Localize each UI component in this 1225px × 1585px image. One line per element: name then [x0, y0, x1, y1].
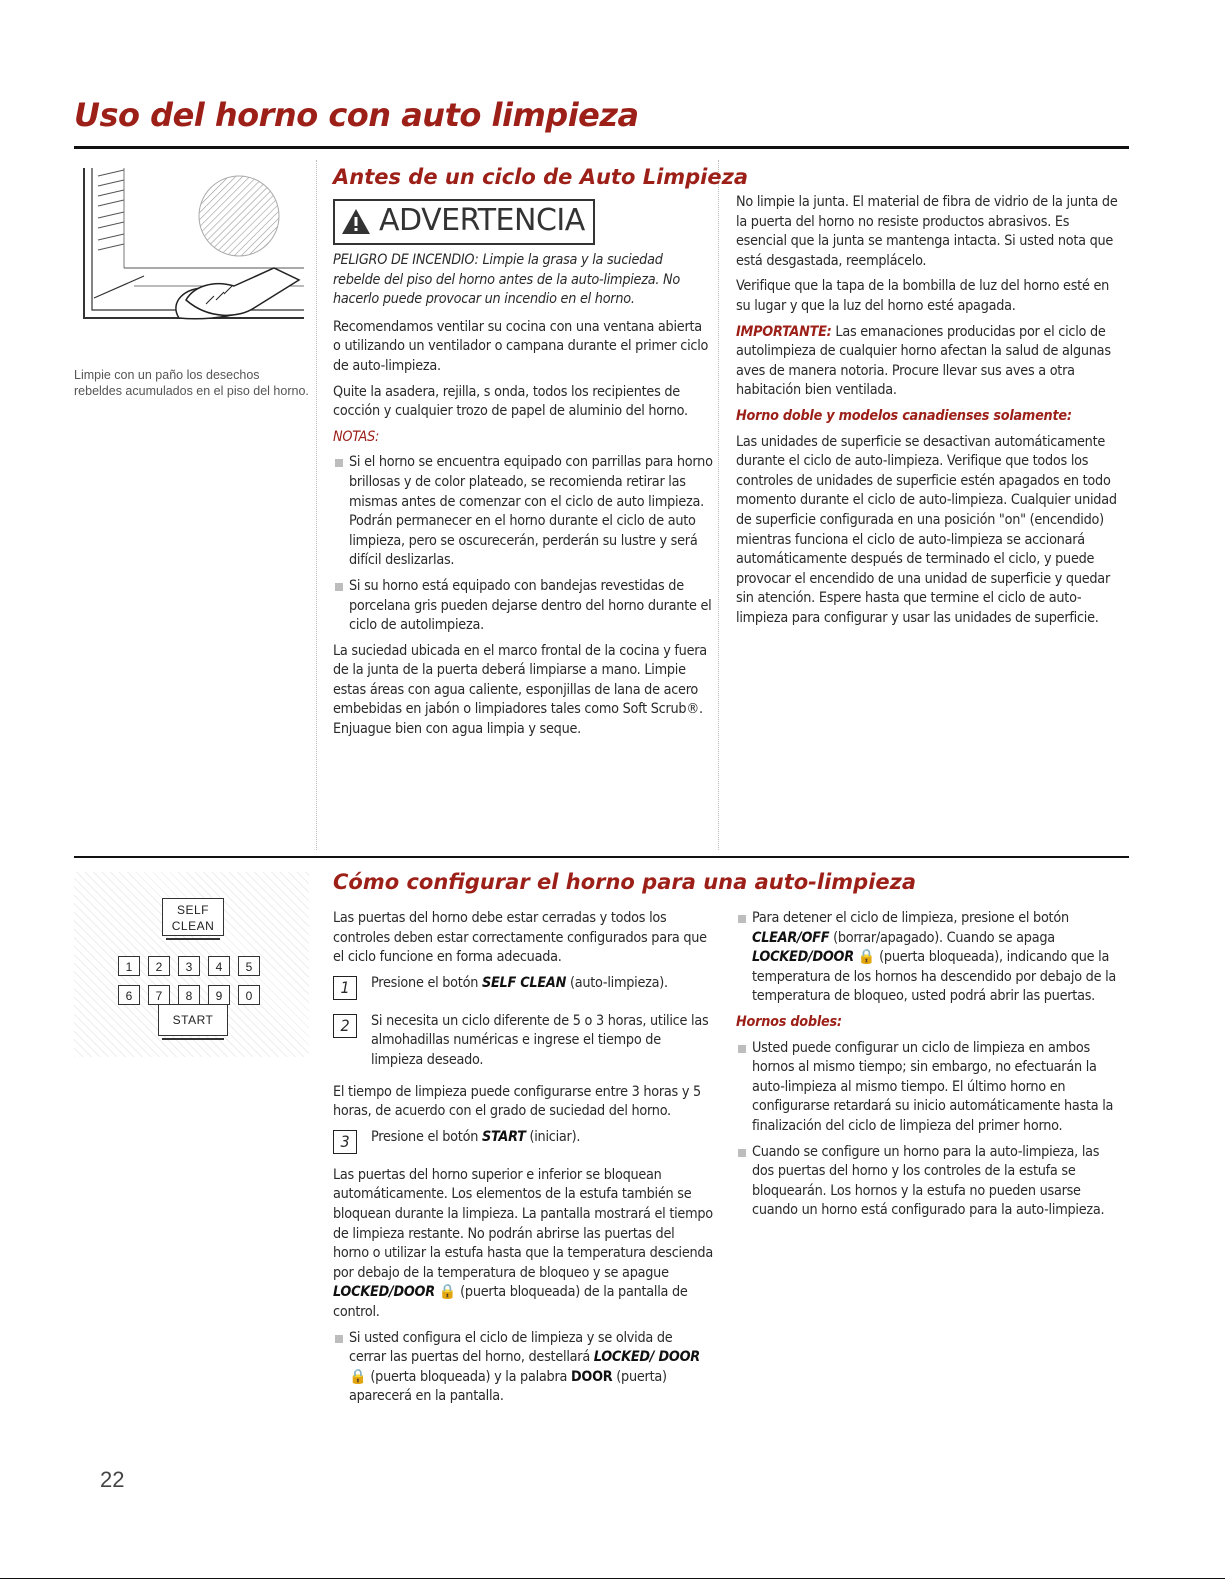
paragraph: La suciedad ubicada en el marco frontal de la cocina y fuera de la junta de la puerta deberá limpiarse a mano. Limpie estas áreas con agua caliente, esponjillas de lana de acero embebidas en jabón o limpiadores tales como Soft Scrub®. Enjuague bien con agua limpia y seque.: [333, 642, 707, 738]
section-heading-before-cycle: Antes de un ciclo de Auto Limpieza: [333, 165, 749, 189]
control-panel-illustration: [74, 872, 309, 1057]
digit-key-2: 2: [148, 956, 170, 976]
section-rule: [74, 856, 1129, 858]
digit-key-1: 1: [118, 956, 140, 976]
digit-key-4: 4: [208, 956, 230, 976]
bottom-rule: [0, 1578, 1225, 1579]
paragraph: Las puertas del horno debe estar cerradas y todos los controles deben estar correctamente configurados para que el ciclo funcione en forma adecuada.: [333, 910, 707, 966]
digit-key-6: 6: [118, 985, 140, 1005]
digit-key-0: 0: [238, 985, 260, 1005]
page-number: 22: [100, 1467, 125, 1492]
column-right-text: [736, 193, 1118, 634]
column-left-text: [333, 251, 713, 746]
column-right-text-2: [736, 909, 1118, 1227]
title-rule: [74, 146, 1129, 149]
step-2: [333, 1012, 713, 1071]
self-clean-key-label: CLEAN: [171, 919, 215, 933]
door-ref: DOOR: [570, 1368, 613, 1385]
lock-icon: 🔒: [438, 1284, 457, 1301]
step-text: (auto-limpieza).: [566, 974, 668, 991]
lock-icon: 🔒: [349, 1368, 367, 1385]
illustration-caption: Limpie con un paño los desechos rebeldes acumulados en el piso del horno.: [74, 368, 309, 398]
bullet-text: (puerta) aparecerá en la pantalla.: [349, 1368, 667, 1405]
lock-text: Las puertas del horno superior e inferior se bloquean automáticamente. Los elementos de la estufa también se bloquean durante la limpieza. La pantalla mostrará el tiempo de limpieza restante. No podrán abrirse las puertas del horno o utilizar la estufa hasta que la temperatura descienda por debajo de la temperatura de bloqueo y se apague: [333, 1166, 713, 1281]
lock-icon: 🔒: [857, 949, 876, 966]
locked-door-ref: LOCKED/DOOR: [752, 949, 854, 966]
bullet-text: Para detener el ciclo de limpieza, presione el botón: [752, 910, 1069, 926]
column-separator: [718, 160, 719, 850]
bullet-text: (puerta bloqueada) y la palabra: [366, 1368, 571, 1385]
page-title: Uso del horno con auto limpieza: [74, 96, 639, 134]
start-key-ref: START: [481, 1128, 526, 1145]
important-paragraph: [736, 323, 1118, 401]
digit-key-7: 7: [148, 985, 170, 1005]
bullet-item: [736, 909, 1118, 1007]
important-text: Las emanaciones producidas por el ciclo de autolimpieza de cualquier horno afectan la salud de algunas aves de manera notoria. Procure llevar sus aves a otra habitación bien ventilada.: [736, 323, 1111, 399]
section-heading-set-self-clean: Cómo configurar el horno para una auto-limpieza: [333, 870, 917, 894]
self-clean-key-label: SELF: [176, 903, 209, 917]
note-item: Si el horno se encuentra equipado con parrillas para horno brillosas y de color plateado, se recomienda retirar las mismas antes de comenzar con el ciclo de auto limpieza. Podrán permanecer en el horno durante el ciclo de auto limpieza, pero se oscurecerán, perderán su lustre y será difícil deslizarlas.: [333, 453, 713, 571]
bullet-text: (borrar/apagado). Cuando se apaga: [829, 929, 1055, 946]
digit-key-5: 5: [238, 956, 260, 976]
lock-text: (puerta bloqueada) de la pantalla de control.: [333, 1284, 688, 1320]
locked-door-ref: LOCKED/DOOR: [333, 1284, 435, 1301]
digit-key-9: 9: [208, 985, 230, 1005]
paragraph: No limpie la junta. El material de fibra de vidrio de la junta de la puerta del horno no resiste productos abrasivos. Es esencial que la junta se mantenga intacta. Si usted nota que está desgastada, reemplácelo.: [736, 194, 1118, 269]
bullet-item: Cuando se configure un horno para la auto-limpieza, las dos puertas del horno y los controles de la estufa se bloquearán. Los hornos y la estufa no pueden usarse cuando un horno está configurado para la auto-limpieza.: [736, 1143, 1118, 1221]
paragraph: Quite la asadera, rejilla, s onda, todos los recipientes de cocción y cualquier trozo de papel de aluminio del horno.: [333, 383, 688, 420]
step-text: Presione el botón: [371, 1128, 482, 1145]
double-oven-heading: Horno doble y modelos canadienses solamente:: [736, 407, 1072, 424]
bullet-item: Usted puede configurar un ciclo de limpieza en ambos hornos al mismo tiempo; sin embargo, no efectuarán la auto-limpieza al mismo tiempo. El último horno en configurarse retardará su inicio automáticamente hasta la finalización del ciclo de limpieza del primer horno.: [736, 1039, 1118, 1137]
digit-key-3: 3: [178, 956, 200, 976]
digit-key-8: 8: [178, 985, 200, 1005]
important-label: IMPORTANTE:: [736, 323, 832, 340]
warning-triangle-icon: [341, 207, 371, 235]
bullet-item: [333, 1329, 713, 1407]
step-number: 3: [333, 1130, 357, 1154]
column-separator: [316, 160, 317, 850]
column-left-text-2: [333, 909, 713, 1413]
step-1: [333, 974, 713, 1000]
step-text: Si necesita un ciclo diferente de 5 o 3 horas, utilice las almohadillas numéricas e ingrese el tiempo de limpieza deseado.: [371, 1012, 709, 1068]
oven-cleaning-illustration: [74, 168, 309, 360]
step-number: 1: [333, 976, 357, 1000]
clear-off-ref: CLEAR/OFF: [752, 929, 830, 946]
step-text: Presione el botón: [371, 974, 482, 991]
bullet-text: (puerta bloqueada), indicando que la temperatura de los hornos ha descendido por debajo de la temperatura de bloqueo, usted podrá abrir las puertas.: [752, 949, 1117, 1005]
start-key: START: [158, 1004, 228, 1036]
bullet-text: Si usted configura el ciclo de limpieza y se olvida de cerrar las puertas del horno, destellará: [349, 1329, 673, 1366]
note-item: Si su horno está equipado con bandejas revestidas de porcelana gris pueden dejarse dentro del horno durante el ciclo de autolimpieza.: [333, 577, 713, 636]
step-text: (iniciar).: [525, 1128, 581, 1145]
paragraph: Recomendamos ventilar su cocina con una ventana abierta o utilizando un ventilador o campana durante el primer ciclo de auto-limpieza.: [333, 318, 709, 374]
notes-label: NOTAS:: [333, 428, 380, 445]
step-number: 2: [333, 1014, 357, 1038]
self-clean-key-ref: SELF CLEAN: [481, 974, 567, 991]
warning-label: ADVERTENCIA: [379, 203, 585, 238]
paragraph: Las unidades de superficie se desactivan automáticamente durante el ciclo de auto-limpieza. Verifique que todos los controles de unidades de superficie estén apagados en todo momento durante el ciclo de auto-limpieza. Cualquier unidad de superficie configurada en una posición "on" (encendido) mientras funciona el ciclo de auto-limpieza se accionará automáticamente después de terminado el ciclo, y puede provocar el encendido de una unidad de superficie y quedar sin atención. Espere hasta que termine el ciclo de auto-limpieza para configurar y usar las unidades de superficie.: [736, 433, 1117, 626]
double-ovens-heading: Hornos dobles:: [736, 1013, 842, 1030]
warning-box: [333, 199, 595, 245]
warning-text: PELIGRO DE INCENDIO: Limpie la grasa y la suciedad rebelde del piso del horno antes de la auto-limpieza. No hacerlo puede provocar un incendio en el horno.: [333, 252, 681, 308]
paragraph: Verifique que la tapa de la bombilla de luz del horno esté en su lugar y que la luz del horno esté apagada.: [736, 278, 1110, 314]
step-3: [333, 1128, 713, 1154]
paragraph: [333, 1166, 713, 1323]
locked-door-ref: LOCKED/ DOOR: [593, 1349, 700, 1366]
self-clean-key: [162, 898, 224, 936]
paragraph: El tiempo de limpieza puede configurarse entre 3 horas y 5 horas, de acuerdo con el grado de suciedad del horno.: [333, 1083, 701, 1120]
